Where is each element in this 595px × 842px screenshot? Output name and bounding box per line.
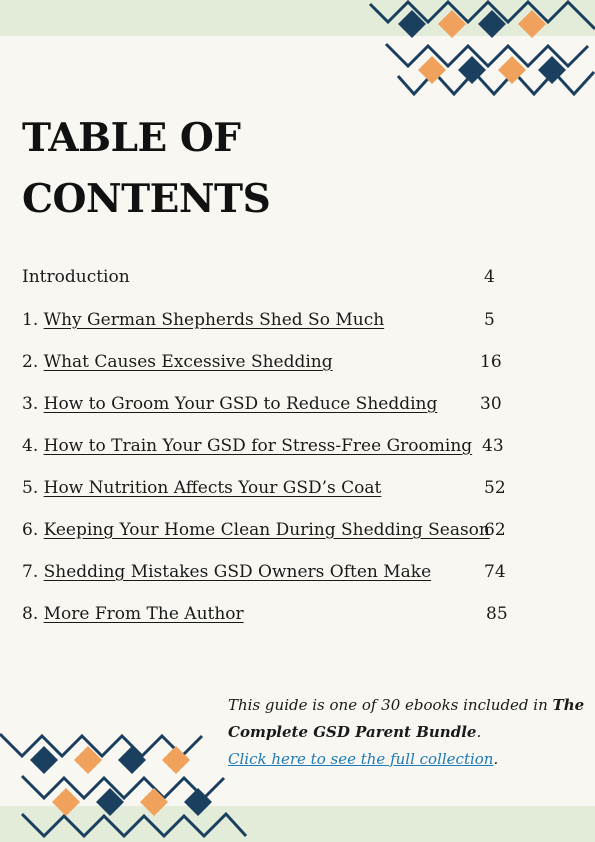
toc-row (22, 310, 384, 330)
toc-number: 6. (22, 520, 44, 540)
toc-page-number: 52 (484, 478, 506, 498)
toc-number: 3. (22, 394, 44, 414)
toc-row (22, 394, 437, 414)
toc-page-number: 74 (484, 562, 506, 582)
toc-page-number: 62 (484, 520, 506, 540)
toc-link[interactable]: How Nutrition Affects Your GSD’s Coat (43, 478, 382, 498)
toc-number: 1. (22, 310, 44, 330)
collection-link[interactable]: Click here to see the full collection (228, 750, 494, 768)
toc-link[interactable]: How to Groom Your GSD to Reduce Shedding (43, 394, 438, 414)
toc-link[interactable]: Keeping Your Home Clean During Shedding Season (43, 520, 490, 540)
toc-link[interactable]: Why German Shepherds Shed So Much (43, 310, 385, 330)
toc-row (22, 352, 333, 372)
toc-label: Introduction (22, 267, 130, 287)
note-text: This guide is one of 30 ebooks included in (228, 696, 553, 714)
toc-row (22, 478, 381, 498)
toc-link[interactable]: More From The Author (43, 604, 244, 624)
note-period: . (476, 723, 482, 741)
toc-page-number: 30 (480, 394, 502, 414)
toc-number: 2. (22, 352, 44, 372)
title-line-2: CONTENTS (22, 176, 271, 222)
toc-page-number: 16 (480, 352, 502, 372)
toc-page-number: 85 (486, 604, 508, 624)
toc-link[interactable]: How to Train Your GSD for Stress-Free Grooming (43, 436, 473, 456)
bundle-note (228, 692, 588, 773)
toc-row (22, 562, 431, 582)
toc-row (22, 436, 472, 456)
bundle-name: The Complete GSD Parent Bundle (228, 696, 585, 741)
link-period: . (493, 750, 499, 768)
toc-row (22, 604, 244, 624)
toc-link[interactable]: Shedding Mistakes GSD Owners Often Make (43, 562, 432, 582)
toc-row (22, 267, 130, 287)
title-line-1: TABLE OF (22, 115, 241, 161)
toc-page-number: 43 (482, 436, 504, 456)
toc-page-number: 5 (484, 310, 495, 330)
toc-number: 5. (22, 478, 44, 498)
toc-number: 7. (22, 562, 44, 582)
toc-link[interactable]: What Causes Excessive Shedding (43, 352, 333, 372)
toc-row (22, 520, 490, 540)
toc-number: 4. (22, 436, 44, 456)
toc-page-number: 4 (484, 267, 495, 287)
toc-number: 8. (22, 604, 44, 624)
